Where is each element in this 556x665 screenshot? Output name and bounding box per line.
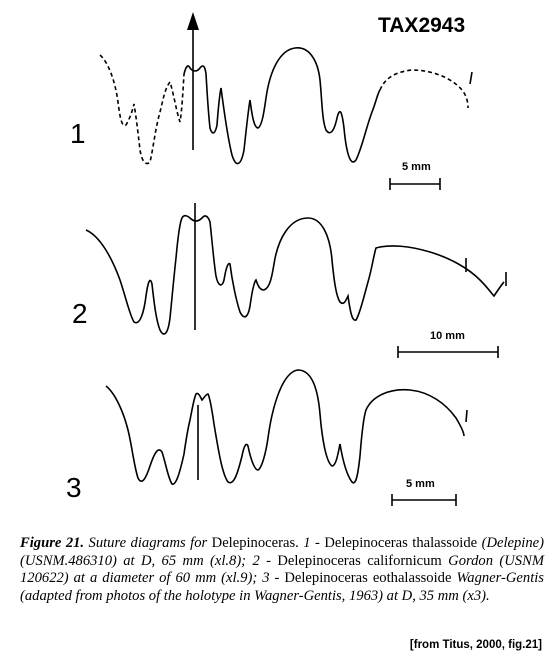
caption-species-2: Delepinoceras californicum xyxy=(277,552,442,569)
scale-label-3: 5 mm xyxy=(406,478,435,490)
source-citation: [from Titus, 2000, fig.21] xyxy=(409,639,542,651)
scale-label-2: 10 mm xyxy=(430,330,465,342)
caption-species-3: Delepinoceras eothalassoide xyxy=(284,570,452,587)
caption-ref-3: Wagner-Gentis (adapted from photos of the holotype in Wagner-Gentis, 1963) at D, 35 mm (x3). xyxy=(20,570,544,604)
suture-1-dashed-right xyxy=(380,70,468,108)
tax-id-label: TAX2943 xyxy=(378,14,466,37)
caption-ref-1: (Delepine) (USNM.486310) at D, 65 mm (xl.8); xyxy=(20,535,544,569)
caption-intro: Suture diagrams for xyxy=(88,535,208,551)
caption-species-1: Delepinoceras thalassoide xyxy=(324,535,478,551)
umbilical-tick-1 xyxy=(470,72,472,84)
scale-label-1: 5 mm xyxy=(402,161,431,173)
caption-number-3: 3 xyxy=(262,570,270,587)
caption-number-1: 1 xyxy=(303,535,311,551)
scale-bar-1 xyxy=(390,178,440,190)
suture-3-line xyxy=(106,370,464,484)
scale-bar-2 xyxy=(398,346,498,358)
suture-1-dashed-left xyxy=(100,55,184,164)
diagram-number-2: 2 xyxy=(72,298,88,329)
figure-label: Figure 21. xyxy=(20,535,85,551)
diagram-number-3: 3 xyxy=(66,472,82,503)
suture-2-line xyxy=(86,216,504,334)
caption-number-2: 2 xyxy=(252,552,260,569)
umbilical-tick-3 xyxy=(466,410,467,422)
caption-ref-2: Gordon (USNM 120622) at a diameter of 60 mm (xl.9); xyxy=(20,552,544,587)
diagram-number-1: 1 xyxy=(70,118,86,149)
suture-1-center xyxy=(184,48,380,164)
scale-bar-3 xyxy=(392,494,456,506)
figure-caption: Figure 21. Suture diagrams for Delepinoceras. 1 - Delepinoceras thalassoide (Delepine) (USNM.486310) at D, 65 mm (xl.8); 2 - Delepinoceras californicum Gordon (USNM 120622) at a diameter of 60 mm (xl.9); 3 - Delepinoceras eothalassoide Wagner-Gentis (adapted from photos of the holotype in Wagner-Gentis, 1963) at D, 35 mm (x3). xyxy=(20,535,544,604)
up-arrow-icon xyxy=(187,12,199,30)
caption-genus: Delepinoceras. xyxy=(211,535,299,551)
